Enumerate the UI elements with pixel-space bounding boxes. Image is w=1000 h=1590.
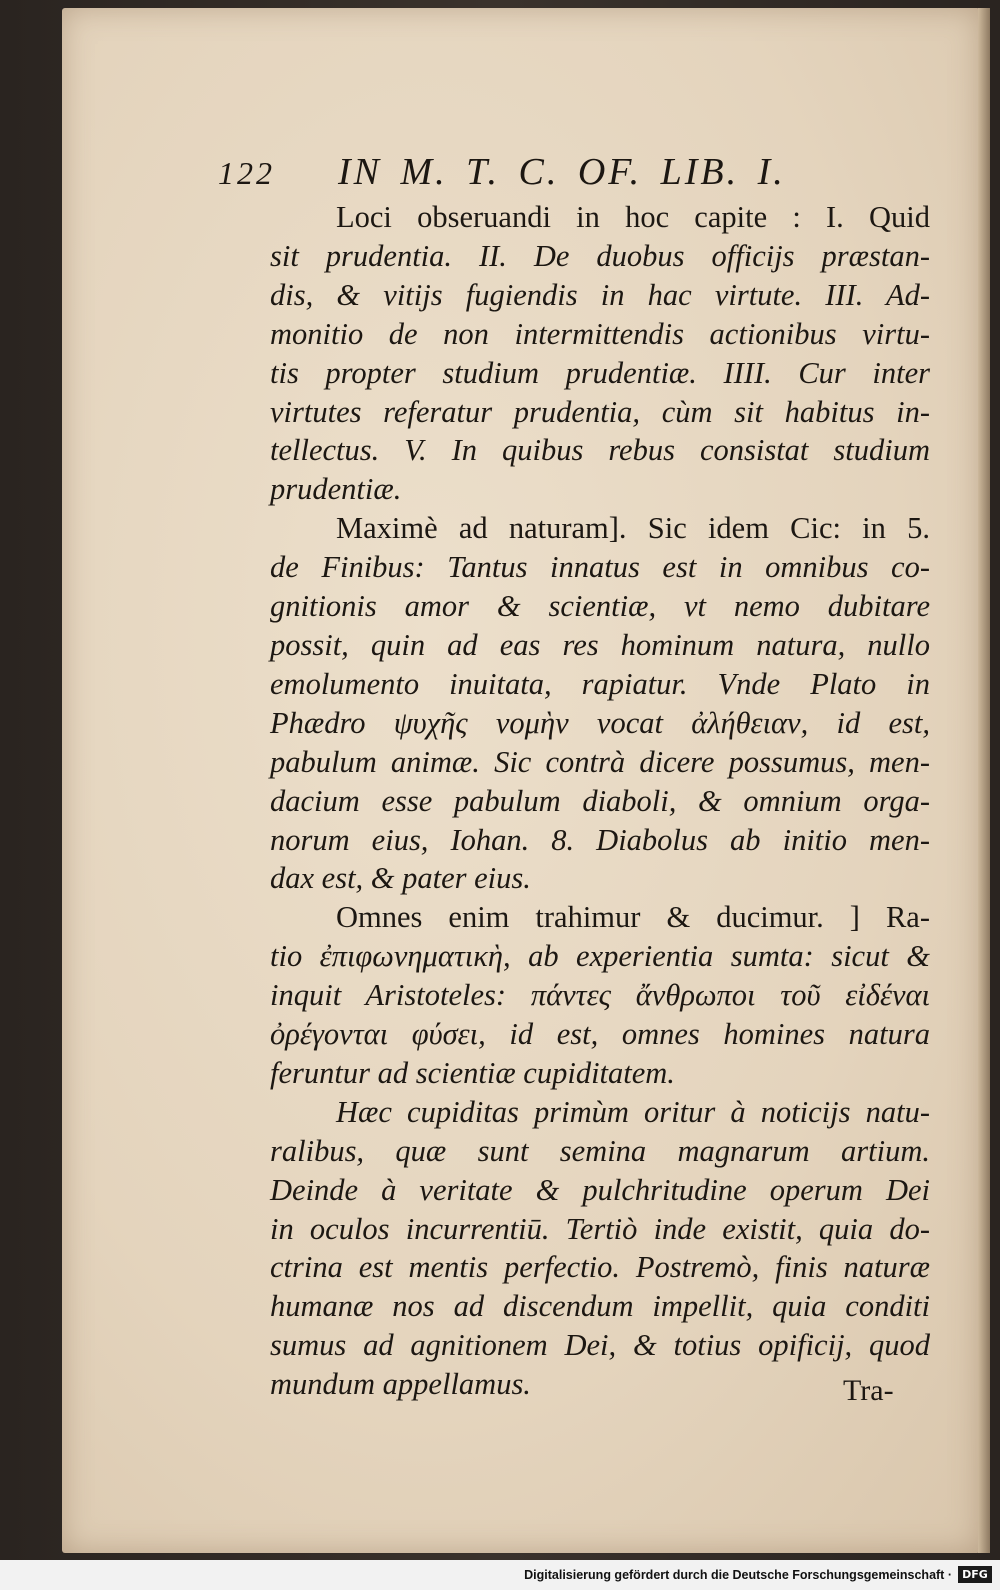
text-line bbox=[270, 1287, 930, 1326]
footer-credit: Digitalisierung gefördert durch die Deutsche Forschungsgemeinschaft · bbox=[524, 1568, 952, 1582]
text-line bbox=[270, 198, 930, 237]
text-line bbox=[270, 470, 930, 509]
main-text bbox=[270, 198, 930, 1404]
text-line bbox=[270, 548, 930, 587]
text-line bbox=[270, 898, 930, 937]
line-text: Deinde à veritate & pulchritudine operum Dei bbox=[270, 1172, 930, 1207]
line-text: ralibus, quæ sunt semina magnarum artium. bbox=[270, 1133, 930, 1168]
text-line bbox=[270, 1132, 930, 1171]
text-line bbox=[270, 1326, 930, 1365]
line-text: dis, & vitijs fugiendis in hac virtute. III. Ad- bbox=[270, 277, 930, 312]
text-line bbox=[270, 354, 930, 393]
dfg-logo: DFG bbox=[958, 1566, 992, 1583]
line-text: sit prudentia. II. De duobus officijs præstan- bbox=[270, 238, 930, 273]
line-text: dacium esse pabulum diaboli, & omnium orga- bbox=[270, 783, 930, 818]
line-text: Loci obseruandi in hoc capite : I. Quid bbox=[336, 200, 930, 234]
text-line bbox=[270, 859, 930, 898]
line-text: ctrina est mentis perfectio. Postremò, finis naturæ bbox=[270, 1250, 930, 1285]
text-line bbox=[270, 976, 930, 1015]
text-line bbox=[270, 1054, 930, 1093]
line-text: in oculos incurrentiū. Tertiò inde existit, quia do- bbox=[270, 1211, 930, 1246]
text-line bbox=[270, 937, 930, 976]
line-text: tellectus. V. In quibus rebus consistat studium bbox=[270, 433, 930, 468]
line-text: Phædro ψυχῆς νομὴν vocat ἀλήθειαν, id est, bbox=[270, 705, 930, 740]
running-head bbox=[218, 150, 938, 194]
line-text: possit, quin ad eas res hominum natura, nullo bbox=[270, 627, 930, 662]
line-text: tis propter studium prudentiæ. IIII. Cur inter bbox=[270, 355, 930, 390]
line-text: pabulum animæ. Sic contrà dicere possumus, men- bbox=[270, 744, 930, 779]
page-edge bbox=[978, 8, 990, 1553]
text-line bbox=[270, 509, 930, 548]
text-line bbox=[270, 393, 930, 432]
line-text: humanæ nos ad discendum impellit, quia conditi bbox=[270, 1289, 930, 1324]
page-number: 122 bbox=[218, 155, 275, 191]
line-text: monitio de non intermittendis actionibus virtu- bbox=[270, 316, 930, 351]
line-text: dax est, & pater eius. bbox=[270, 861, 531, 896]
text-line bbox=[270, 237, 930, 276]
text-line bbox=[270, 1171, 930, 1210]
text-line bbox=[270, 1015, 930, 1054]
line-text: sumus ad agnitionem Dei, & totius opificij, quod bbox=[270, 1328, 930, 1363]
text-line bbox=[270, 1248, 930, 1287]
text-line bbox=[270, 431, 930, 470]
text-line bbox=[270, 704, 930, 743]
line-text: emolumento inuitata, rapiatur. Vnde Plato in bbox=[270, 666, 930, 701]
line-text: tio ἐπιφωνηματικὴ, ab experientia sumta: sicut & bbox=[270, 939, 930, 974]
line-text: mundum appellamus. bbox=[270, 1367, 531, 1402]
line-text: prudentiæ. bbox=[270, 472, 402, 507]
line-text: Hæc cupiditas primùm oritur à noticijs natu- bbox=[336, 1094, 930, 1129]
line-text: Omnes enim trahimur & ducimur. ] Ra- bbox=[336, 900, 930, 935]
text-line bbox=[270, 821, 930, 860]
line-text: ὀρέγονται φύσει, id est, omnes homines natura bbox=[270, 1017, 930, 1052]
line-text: feruntur ad scientiæ cupiditatem. bbox=[270, 1055, 675, 1090]
line-text: gnitionis amor & scientiæ, vt nemo dubitare bbox=[270, 589, 930, 624]
catchword: Tra- bbox=[843, 1374, 894, 1407]
line-text: norum eius, Iohan. 8. Diabolus ab initio men- bbox=[270, 822, 930, 857]
text-line bbox=[270, 276, 930, 315]
line-text: virtutes referatur prudentia, cùm sit habitus in- bbox=[270, 394, 930, 429]
text-line bbox=[270, 587, 930, 626]
text-line bbox=[270, 1365, 930, 1404]
text-line bbox=[270, 1093, 930, 1132]
line-text: Maximè ad naturam]. Sic idem Cic: in 5. bbox=[336, 511, 930, 546]
text-line bbox=[270, 1210, 930, 1249]
text-line bbox=[270, 743, 930, 782]
text-line bbox=[270, 665, 930, 704]
line-text: de Finibus: Tantus innatus est in omnibus co- bbox=[270, 550, 930, 585]
text-line bbox=[270, 315, 930, 354]
running-title: IN M. T. C. OF. LIB. I. bbox=[338, 151, 786, 193]
text-line bbox=[270, 782, 930, 821]
line-text: inquit Aristoteles: πάντες ἄνθρωποι τοῦ εἰδέναι bbox=[270, 978, 930, 1013]
text-line bbox=[270, 626, 930, 665]
